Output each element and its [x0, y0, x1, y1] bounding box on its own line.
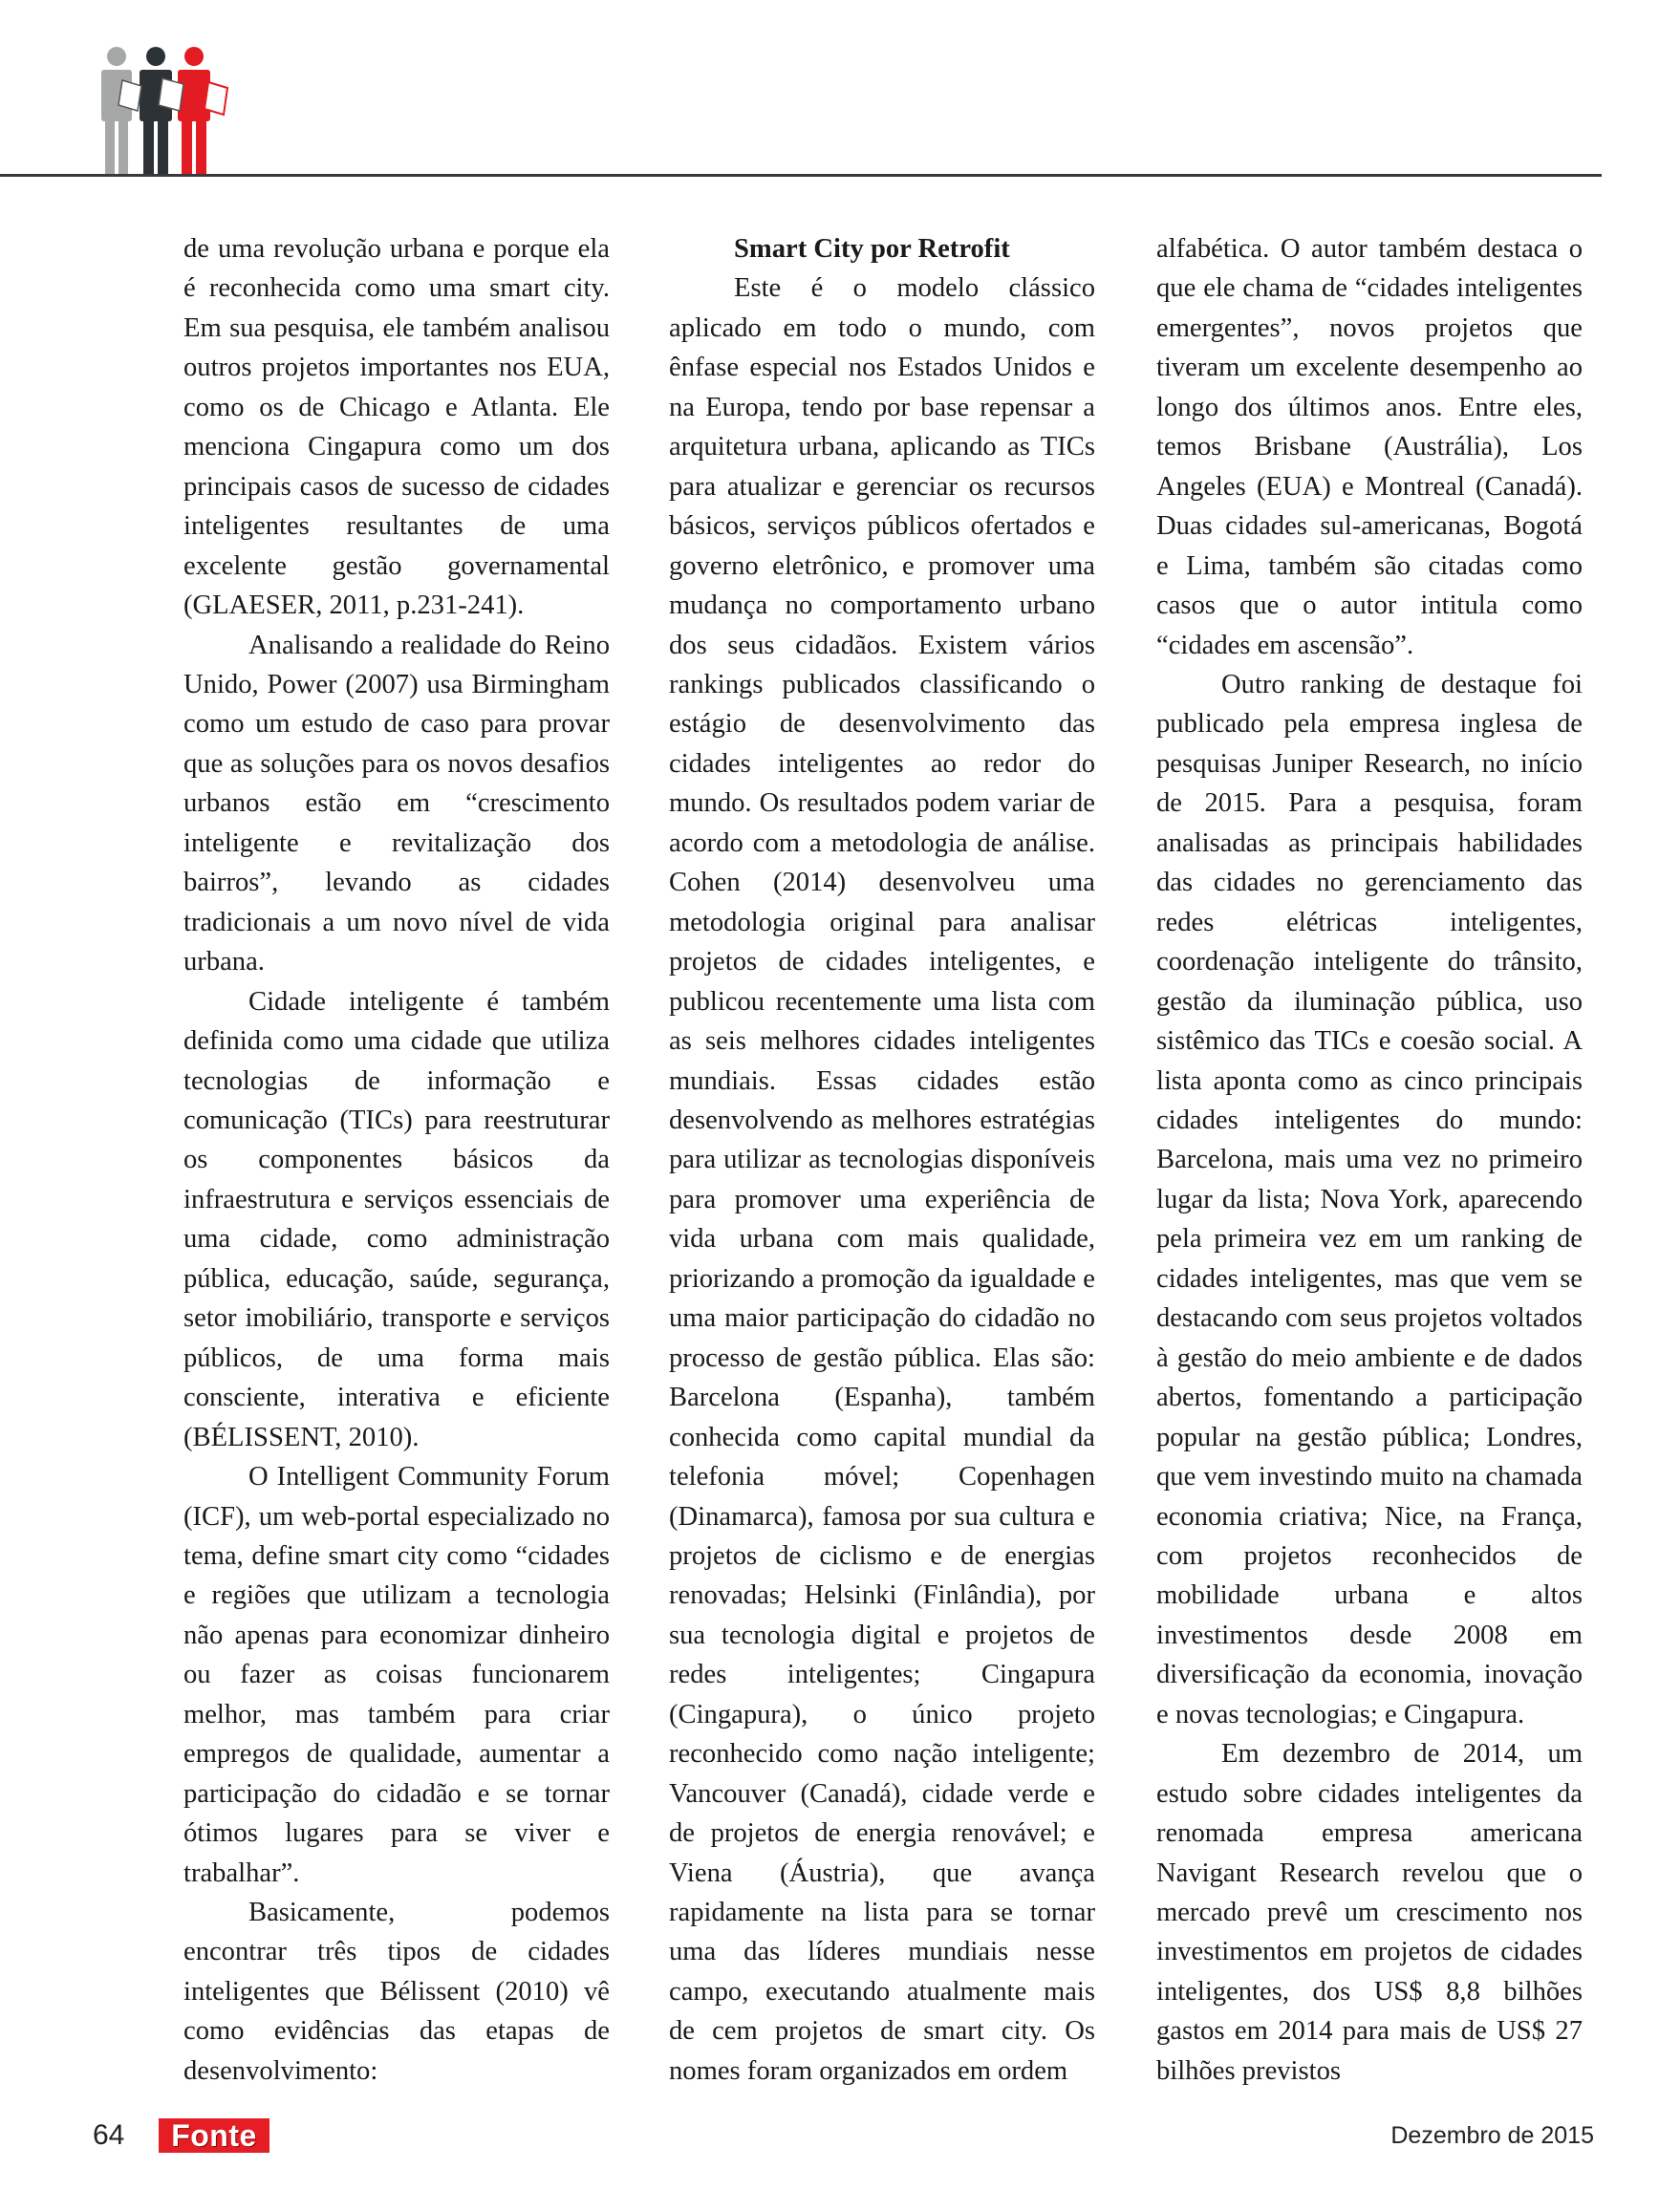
paragraph: Outro ranking de destaque foi publicado pela empresa inglesa de pesquisas Juniper Research, no início de 2015. Para a pesquisa, foram analisadas as principais habilidades das cidades no gerenciamento das redes elétricas inteligentes, coordenação inteligente do trânsito, gestão da iluminação pública, uso sistêmico das TICs e coesão social. A lista aponta como as cinco principais cidades inteligentes do mundo: Barcelona, mais uma vez no primeiro lugar da lista; Nova York, aparecendo pela primeira vez em um ranking de cidades inteligentes, mas que vem se destacando com seus projetos voltados à gestão do meio ambiente e de dados abertos, fomentando a participação popular na gestão pública; Londres, que vem investindo muito na chamada economia criativa; Nice, na França, com projetos reconhecidos de mobilidade urbana e altos investimentos desde 2008 em diversificação da economia, inovação e novas tecnologias; e Cingapura.	[1156, 669, 1583, 1729]
paragraph: de uma revolução urbana e porque ela é reconhecida como uma smart city. Em sua pesquisa, ele também analisou outros projetos importantes nos EUA, como os de Chicago e Atlanta. Ele menciona Cingapura como um dos principais casos de sucesso de cidades inteligentes resultantes de uma excelente gestão governamental (GLAESER, 2011, p.231-241).	[183, 234, 610, 621]
paper-icon	[159, 78, 183, 111]
article-column-1	[183, 229, 610, 2091]
paragraph: Analisando a realidade do Reino Unido, Power (2007) usa Birmingham como um estudo de caso para provar que as soluções para os novos desafios urbanos estão em “crescimento inteligente e revitalização dos bairros”, levando as cidades tradicionais a um novo nível de vida urbana.	[183, 630, 610, 977]
red-person-icon	[178, 47, 210, 174]
gray-person-icon	[101, 47, 132, 174]
section-heading: Smart City por Retrofit	[734, 234, 1010, 264]
magazine-logo: Fonte	[159, 2118, 269, 2153]
issue-date: Dezembro de 2015	[1390, 2122, 1594, 2149]
paragraph: Basicamente, podemos encontrar três tipos de cidades inteligentes que Bélissent (2010) vê como evidências das etapas de desenvolvimento:	[183, 1898, 610, 2086]
article-column-2	[669, 229, 1095, 2091]
page-number: 64	[93, 2119, 125, 2151]
paragraph: Em dezembro de 2014, um estudo sobre cidades inteligentes da renomada empresa americana Navigant Research revelou que o mercado prevê um crescimento nos investimentos em projetos de cidades inteligentes, dos US$ 8,8 bilhões gastos em 2014 para mais de US$ 27 bilhões previstos	[1156, 1739, 1583, 2086]
header-logo-people-icon	[96, 42, 239, 176]
paragraph: alfabética. O autor também destaca o que ele chama de “cidades inteligentes emergentes”, novos projetos que tiveram um excelente desempenho ao longo dos últimos anos. Entre eles, temos Brisbane (Austrália), Los Angeles (EUA) e Montreal (Canadá). Duas cidades sul-americanas, Bogotá e Lima, também são citadas como casos que o autor intitula como “cidades em ascensão”.	[1156, 234, 1583, 660]
paper-icon	[118, 80, 141, 111]
paragraph: Cidade inteligente é também definida como uma cidade que utiliza tecnologias de informação e comunicação (TICs) para reestruturar os componentes básicos da infraestrutura e serviços essenciais de uma cidade, como administração pública, educação, saúde, segurança, setor imobiliário, transporte e serviços públicos, de uma forma mais consciente, interativa e eficiente (BÉLISSENT, 2010).	[183, 986, 610, 1452]
paragraph: Este é o modelo clássico aplicado em todo o mundo, com ênfase especial nos Estados Unidos e na Europa, tendo por base repensar a arquitetura urbana, aplicando as TICs para atualizar e gerenciar os recursos básicos, serviços públicos ofertados e governo eletrônico, e promover uma mudança no comportamento urbano dos seus cidadãos. Existem vários rankings publicados classificando o estágio de desenvolvimento das cidades inteligentes ao redor do mundo. Os resultados podem variar de acordo com a metodologia de análise. Cohen (2014) desenvolveu uma metodologia original para analisar projetos de cidades inteligentes, e publicou recentemente uma lista com as seis melhores cidades inteligentes mundiais. Essas cidades estão desenvolvendo as melhores estratégias para utilizar as tecnologias disponíveis para promover uma experiência de vida urbana com mais qualidade, priorizando a promoção da igualdade e uma maior participação do cidadão no processo de gestão pública. Elas são: Barcelona (Espanha), também conhecida como capital mundial da telefonia móvel; Copenhagen (Dinamarca), famosa por sua cultura e projetos de ciclismo e de energias renovadas; Helsinki (Finlândia), por sua tecnologia digital e projetos de redes inteligentes; Cingapura (Cingapura), o único projeto reconhecido como nação inteligente; Vancouver (Canadá), cidade verde e de projetos de energia renovável; e Viena (Áustria), que avança rapidamente na lista para se tornar uma das líderes mundiais nesse campo, executando atualmente mais de cem projetos de smart city. Os nomes foram organizados em ordem	[669, 273, 1095, 2086]
header-divider	[0, 174, 1602, 177]
paragraph: O Intelligent Community Forum (ICF), um web-portal especializado no tema, define smart city como “cidades e regiões que utilizam a tecnologia não apenas para economizar dinheiro ou fazer as coisas funcionarem melhor, mas também para criar empregos de qualidade, aumentar a participação do cidadão e se tornar ótimos lugares para se viver e trabalhar”.	[183, 1462, 610, 1888]
dark-person-icon	[140, 47, 172, 174]
paper-icon	[205, 82, 227, 115]
article-column-3	[1156, 229, 1583, 2091]
